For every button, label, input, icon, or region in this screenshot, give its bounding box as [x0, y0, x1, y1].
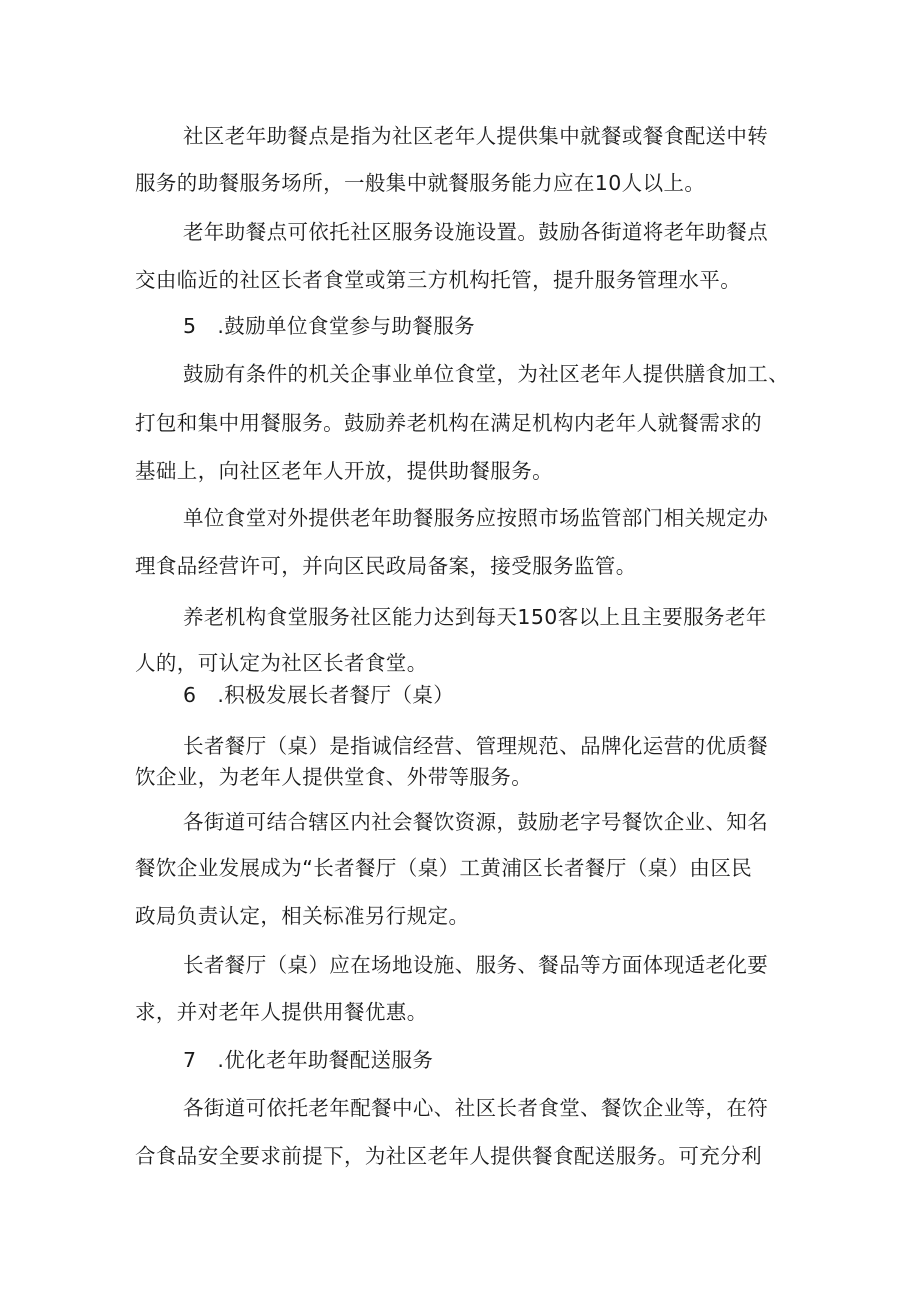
- section-heading-5: 5 .鼓励单位食堂参与助餐服务: [183, 314, 476, 338]
- paragraph-3-line-2: 打包和集中用餐服务。鼓励养老机构在满足机构内老年人就餐需求的: [135, 411, 762, 435]
- paragraph-7-line-3: 政局负责认定，相关标准另行规定。: [135, 904, 470, 928]
- paragraph-7-line-2: 餐饮企业发展成为“长者餐厅（桌）工黄浦区长者餐厅（桌）由区民: [135, 856, 753, 880]
- paragraph-5-line-1: 养老机构食堂服务社区能力达到每天150客以上且主要服务老年: [183, 605, 767, 629]
- paragraph-9-line-1: 各街道可依托老年配餐中心、社区长者食堂、餐饮企业等，在符: [183, 1096, 769, 1120]
- paragraph-6-line-1: 长者餐厅（桌）是指诚信经营、管理规范、品牌化运营的优质餐: [183, 734, 769, 758]
- paragraph-3-line-1: 鼓励有条件的机关企事业单位食堂，为社区老年人提供膳食加工、: [183, 362, 790, 386]
- paragraph-6-line-2: 饮企业，为老年人提供堂食、外带等服务。: [135, 765, 533, 789]
- paragraph-8-line-2: 求，并对老年人提供用餐优惠。: [135, 1000, 428, 1024]
- section-heading-7: 7 .优化老年助餐配送服务: [183, 1048, 434, 1072]
- paragraph-3-line-3: 基础上，向社区老年人开放，提供助餐服务。: [135, 459, 553, 483]
- paragraph-1-line-2: 服务的助餐服务场所，一般集中就餐服务能力应在10人以上。: [135, 171, 706, 195]
- section-heading-6: 6 .积极发展长者餐厅（桌）: [183, 683, 455, 707]
- paragraph-9-line-2: 合食品安全要求前提下，为社区老年人提供餐食配送服务。可充分利: [135, 1144, 762, 1168]
- paragraph-7-line-1: 各街道可结合辖区内社会餐饮资源，鼓励老字号餐饮企业、知名: [183, 810, 769, 834]
- paragraph-2-line-1: 老年助餐点可依托社区服务设施设置。鼓励各街道将老年助餐点: [183, 220, 769, 244]
- paragraph-2-line-2: 交由临近的社区长者食堂或第三方机构托管，提升服务管理水平。: [135, 268, 742, 292]
- paragraph-4-line-2: 理食品经营许可，并向区民政局备案，接受服务监管。: [135, 554, 637, 578]
- paragraph-8-line-1: 长者餐厅（桌）应在场地设施、服务、餐品等方面体现适老化要: [183, 953, 769, 977]
- paragraph-5-line-2: 人的，可认定为社区长者食堂。: [135, 651, 428, 675]
- paragraph-1-line-1: 社区老年助餐点是指为社区老年人提供集中就餐或餐食配送中转: [183, 124, 769, 148]
- paragraph-4-line-1: 单位食堂对外提供老年助餐服务应按照市场监管部门相关规定办: [183, 506, 769, 530]
